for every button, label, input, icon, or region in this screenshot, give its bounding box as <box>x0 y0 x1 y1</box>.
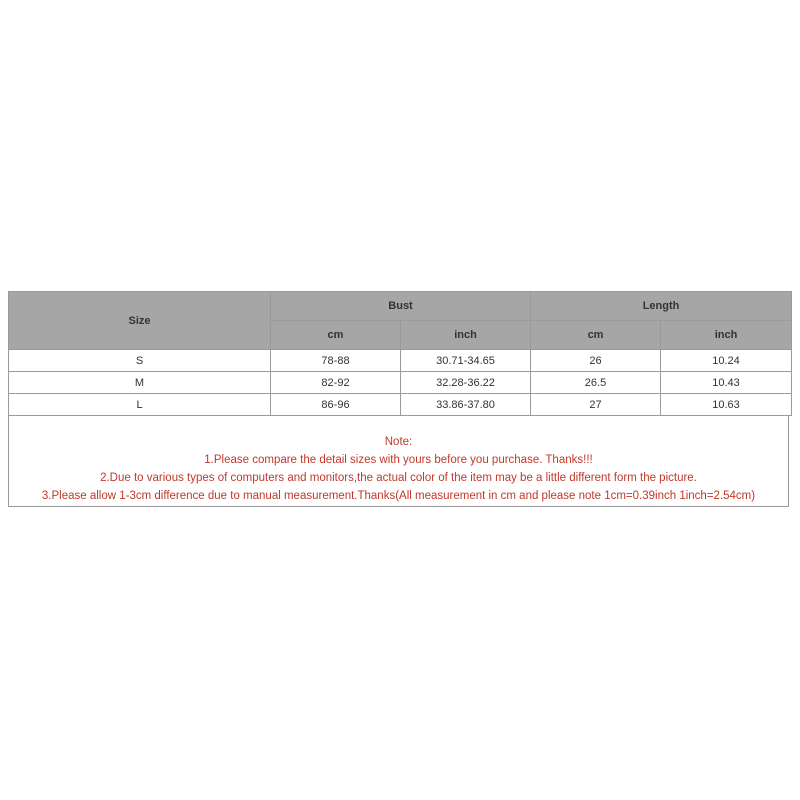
cell-bust-inch: 30.71-34.65 <box>401 350 531 372</box>
cell-length-inch: 10.43 <box>661 372 792 394</box>
cell-size: S <box>9 350 271 372</box>
cell-bust-inch: 32.28-36.22 <box>401 372 531 394</box>
note-line-2: 2.Due to various types of computers and monitors,the actual color of the item may be a little different form the picture. <box>100 472 697 484</box>
header-length-inch: inch <box>661 321 792 350</box>
cell-bust-cm: 82-92 <box>271 372 401 394</box>
header-length: Length <box>531 292 792 321</box>
size-table <box>8 291 792 416</box>
header-bust-cm: cm <box>271 321 401 350</box>
cell-size: L <box>9 394 271 416</box>
header-size: Size <box>9 292 271 350</box>
table-row <box>9 350 792 372</box>
cell-bust-inch: 33.86-37.80 <box>401 394 531 416</box>
notes-box <box>8 416 789 507</box>
cell-length-cm: 26 <box>531 350 661 372</box>
header-length-cm: cm <box>531 321 661 350</box>
note-line-1: 1.Please compare the detail sizes with yours before you purchase. Thanks!!! <box>204 454 593 466</box>
cell-bust-cm: 78-88 <box>271 350 401 372</box>
table-row <box>9 394 792 416</box>
size-chart <box>8 291 791 507</box>
header-bust: Bust <box>271 292 531 321</box>
cell-size: M <box>9 372 271 394</box>
cell-length-inch: 10.63 <box>661 394 792 416</box>
table-row <box>9 372 792 394</box>
note-line-3: 3.Please allow 1-3cm difference due to manual measurement.Thanks(All measurement in cm and please note 1cm=0.39inch 1inch=2.54cm) <box>41 490 756 502</box>
notes-title: Note: <box>384 436 413 448</box>
cell-bust-cm: 86-96 <box>271 394 401 416</box>
cell-length-cm: 26.5 <box>531 372 661 394</box>
header-bust-inch: inch <box>401 321 531 350</box>
cell-length-inch: 10.24 <box>661 350 792 372</box>
cell-length-cm: 27 <box>531 394 661 416</box>
